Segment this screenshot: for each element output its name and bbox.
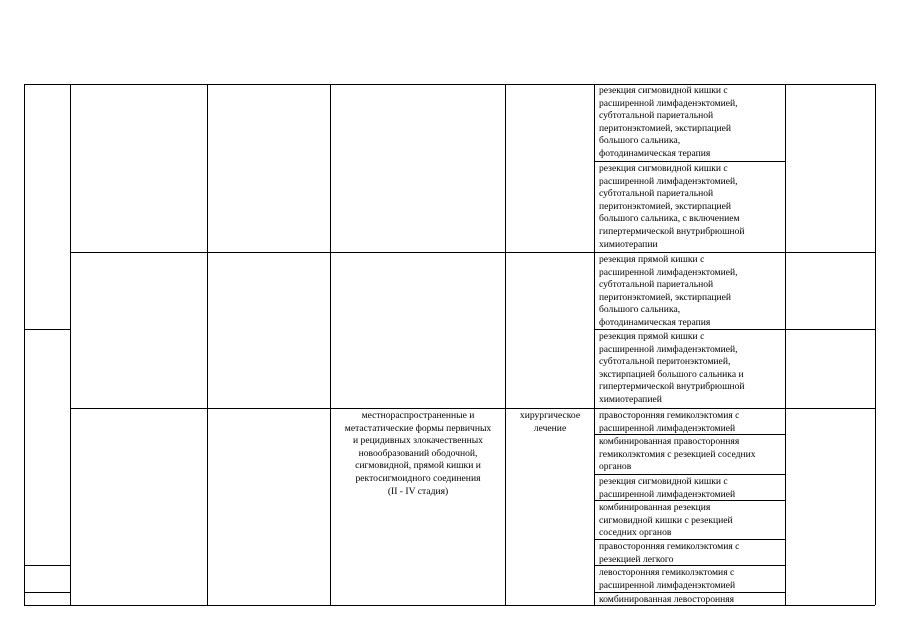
row-divider — [24, 329, 70, 330]
method-line: органов — [599, 461, 632, 473]
method-line: резекция сигмовидной кишки с — [599, 476, 728, 487]
method-cell — [599, 594, 783, 607]
column-divider — [70, 84, 71, 605]
row-divider — [24, 592, 70, 593]
method-cell — [599, 163, 783, 251]
column-divider — [24, 84, 25, 605]
method-line: расширенной лимфаденэктомией — [599, 422, 736, 434]
method-line: перитонэктомией, экстирпацией — [599, 291, 732, 303]
condition-line: новообразований ободочной, — [358, 447, 478, 459]
method-line: субтотальной париетальной — [599, 188, 714, 200]
method-line: резекция сигмовидной кишки с — [599, 85, 728, 96]
method-line: комбинированная резекция — [599, 502, 711, 513]
method-cell — [599, 476, 783, 501]
method-line: резекция сигмовидной кишки с — [599, 163, 728, 174]
column-divider — [207, 84, 208, 605]
method-line: расширенной лимфаденэктомией, — [599, 97, 738, 109]
condition-cell — [331, 410, 505, 498]
condition-line: (II - IV стадия) — [387, 485, 449, 497]
method-cell — [599, 254, 783, 330]
method-line: расширенной лимфаденэктомией — [599, 488, 736, 500]
condition-line: сигмовидной, прямой кишки и — [355, 460, 481, 472]
method-line: субтотальной париетальной — [599, 110, 714, 122]
method-cell — [599, 436, 783, 474]
method-line: правосторонняя гемиколэктомия с — [599, 410, 740, 421]
treatment-type-line: лечение — [533, 422, 567, 434]
method-line: большого сальника, — [599, 135, 681, 147]
method-line: резекцией легкого — [599, 553, 674, 565]
method-cell — [599, 502, 783, 540]
condition-line: ректосигмоидного соединения — [355, 472, 481, 484]
method-cell — [599, 331, 783, 407]
method-line: комбинированная правосторонняя — [599, 436, 740, 447]
method-line: экстирпацией большого сальника и — [599, 368, 744, 380]
condition-line: и рецидивных злокачественных — [353, 435, 483, 447]
method-line: субтотальной париетальной — [599, 279, 714, 291]
method-line: правосторонняя гемиколэктомия с — [599, 541, 740, 552]
method-line: большого сальника, — [599, 304, 681, 316]
column-divider — [330, 84, 331, 605]
treatment-type-cell — [506, 410, 594, 435]
method-cell — [599, 567, 783, 592]
row-divider — [70, 252, 875, 253]
method-cell — [599, 541, 783, 566]
method-line: перитонэктомией, экстирпацией — [599, 200, 732, 212]
method-line: соседних органов — [599, 527, 672, 539]
condition-line: метастатические формы первичных — [344, 422, 492, 434]
method-line: гипертермической внутрибрюшной — [599, 225, 745, 237]
row-divider — [594, 474, 785, 475]
method-line: фотодинамическая терапия — [599, 316, 711, 328]
method-line: перитонэктомией, экстирпацией — [599, 122, 732, 134]
method-cell — [599, 85, 783, 161]
row-divider — [24, 565, 70, 566]
method-line: гипертермической внутрибрюшной — [599, 381, 745, 393]
treatment-type-line: хирургическое — [519, 410, 581, 421]
method-line: химиотерапией — [599, 393, 662, 405]
method-line: расширенной лимфаденэктомией — [599, 579, 736, 591]
row-divider — [70, 408, 875, 409]
method-line: субтотальной перитонэктомией, — [599, 356, 731, 368]
method-line: расширенной лимфаденэктомией, — [599, 266, 738, 278]
method-line: левосторонняя гемиколэктомия с — [599, 567, 735, 578]
method-line: резекция прямой кишки с — [599, 331, 705, 342]
method-line: химиотерапии — [599, 238, 658, 250]
column-divider — [594, 84, 595, 605]
condition-line: местнораспространенные и — [361, 410, 475, 421]
method-cell — [599, 410, 783, 435]
column-divider — [505, 84, 506, 605]
method-line: сигмовидной кишки с резекцией — [599, 514, 733, 526]
table-right-border — [875, 84, 876, 605]
method-line: расширенной лимфаденэктомией, — [599, 343, 738, 355]
row-divider — [594, 161, 785, 162]
method-line: гемиколэктомия с резекцией соседних — [599, 448, 756, 460]
column-divider — [785, 84, 786, 605]
method-line: расширенной лимфаденэктомией, — [599, 175, 738, 187]
method-line: комбинированная левосторонняя — [599, 594, 735, 605]
method-line: резекция прямой кишки с — [599, 254, 705, 265]
method-line: фотодинамическая терапия — [599, 147, 711, 159]
method-line: большого сальника, с включением — [599, 213, 740, 225]
